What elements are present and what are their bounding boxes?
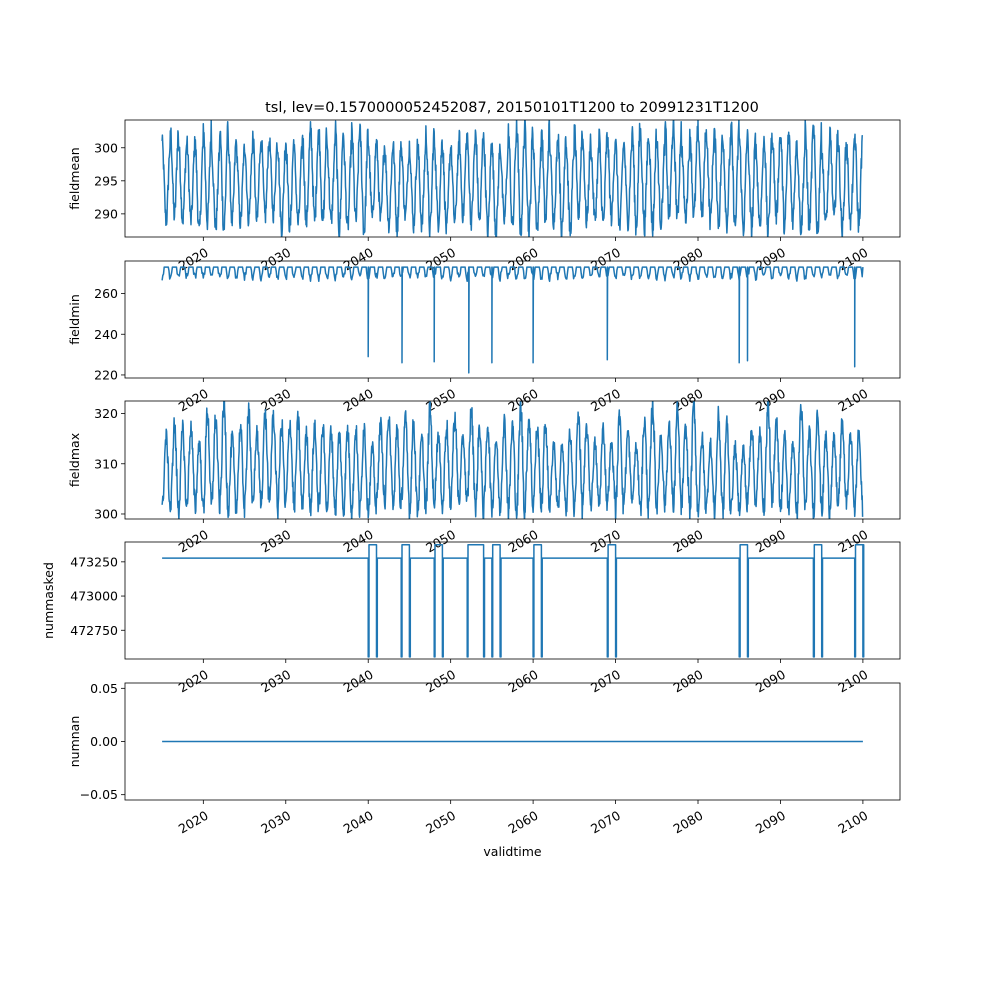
y-axis-label: fieldmin — [67, 294, 82, 345]
x-tick-label: 2060 — [505, 666, 541, 696]
y-axis-label: nummasked — [41, 562, 56, 639]
x-tick-label: 2080 — [670, 385, 706, 415]
y-tick-label: 300 — [94, 140, 118, 156]
x-tick-label: 2020 — [175, 244, 211, 274]
y-tick-label: 473000 — [70, 588, 118, 604]
x-tick-label: 2090 — [752, 807, 788, 837]
y-tick-label: 290 — [94, 206, 118, 222]
x-tick-label: 2030 — [258, 666, 294, 696]
x-axis-label: validtime — [483, 844, 542, 859]
x-tick-label: 2020 — [175, 807, 211, 837]
y-tick-label: 320 — [94, 406, 118, 422]
x-tick-label: 2040 — [340, 244, 376, 274]
chart-title: tsl, lev=0.1570000052452087, 20150101T1200 to 20991231T1200 — [265, 100, 759, 116]
x-tick-label: 2050 — [423, 807, 459, 837]
x-tick-label: 2100 — [835, 666, 871, 696]
x-tick-label: 2050 — [423, 244, 459, 274]
y-tick-label: 300 — [94, 506, 118, 522]
x-tick-label: 2040 — [340, 526, 376, 556]
y-tick-label: 240 — [94, 326, 118, 342]
x-tick-label: 2100 — [835, 244, 871, 274]
x-tick-label: 2070 — [588, 244, 624, 274]
x-tick-label: 2060 — [505, 807, 541, 837]
x-tick-label: 2080 — [670, 244, 706, 274]
x-tick-label: 2030 — [258, 244, 294, 274]
x-tick-label: 2100 — [835, 385, 871, 415]
x-tick-label: 2070 — [588, 807, 624, 837]
x-tick-label: 2040 — [340, 666, 376, 696]
x-tick-label: 2060 — [505, 244, 541, 274]
y-tick-label: 295 — [94, 173, 118, 189]
y-tick-label: 0.00 — [90, 734, 118, 749]
x-tick-label: 2070 — [588, 526, 624, 556]
x-tick-label: 2070 — [588, 385, 624, 415]
y-tick-label: 260 — [94, 286, 118, 302]
y-tick-label: −0.05 — [79, 787, 118, 803]
x-tick-label: 2080 — [670, 807, 706, 837]
x-tick-label: 2020 — [175, 526, 211, 556]
y-axis-label: numnan — [67, 715, 82, 768]
x-tick-label: 2090 — [752, 385, 788, 415]
y-axis-label: fieldmean — [67, 147, 82, 210]
y-tick-label: 0.05 — [90, 680, 118, 696]
x-tick-label: 2050 — [423, 666, 459, 696]
x-tick-label: 2050 — [423, 385, 459, 415]
x-tick-label: 2080 — [670, 666, 706, 696]
x-tick-label: 2080 — [670, 526, 706, 556]
x-tick-label: 2060 — [505, 526, 541, 556]
x-tick-label: 2020 — [175, 385, 211, 415]
x-tick-label: 2090 — [752, 526, 788, 556]
x-tick-label: 2030 — [258, 526, 294, 556]
x-tick-label: 2020 — [175, 666, 211, 696]
x-tick-label: 2090 — [752, 666, 788, 696]
y-tick-label: 310 — [94, 456, 118, 472]
x-tick-label: 2040 — [340, 807, 376, 837]
x-tick-label: 2100 — [835, 807, 871, 837]
x-tick-label: 2090 — [752, 244, 788, 274]
x-tick-label: 2040 — [340, 385, 376, 415]
x-tick-label: 2060 — [505, 385, 541, 415]
x-tick-label: 2030 — [258, 807, 294, 837]
x-tick-label: 2030 — [258, 385, 294, 415]
y-tick-label: 220 — [94, 367, 118, 383]
x-tick-label: 2070 — [588, 666, 624, 696]
x-tick-label: 2100 — [835, 526, 871, 556]
y-tick-label: 472750 — [70, 622, 118, 638]
y-tick-label: 473250 — [70, 554, 118, 570]
x-tick-label: 2050 — [423, 526, 459, 556]
y-axis-label: fieldmax — [67, 432, 82, 488]
